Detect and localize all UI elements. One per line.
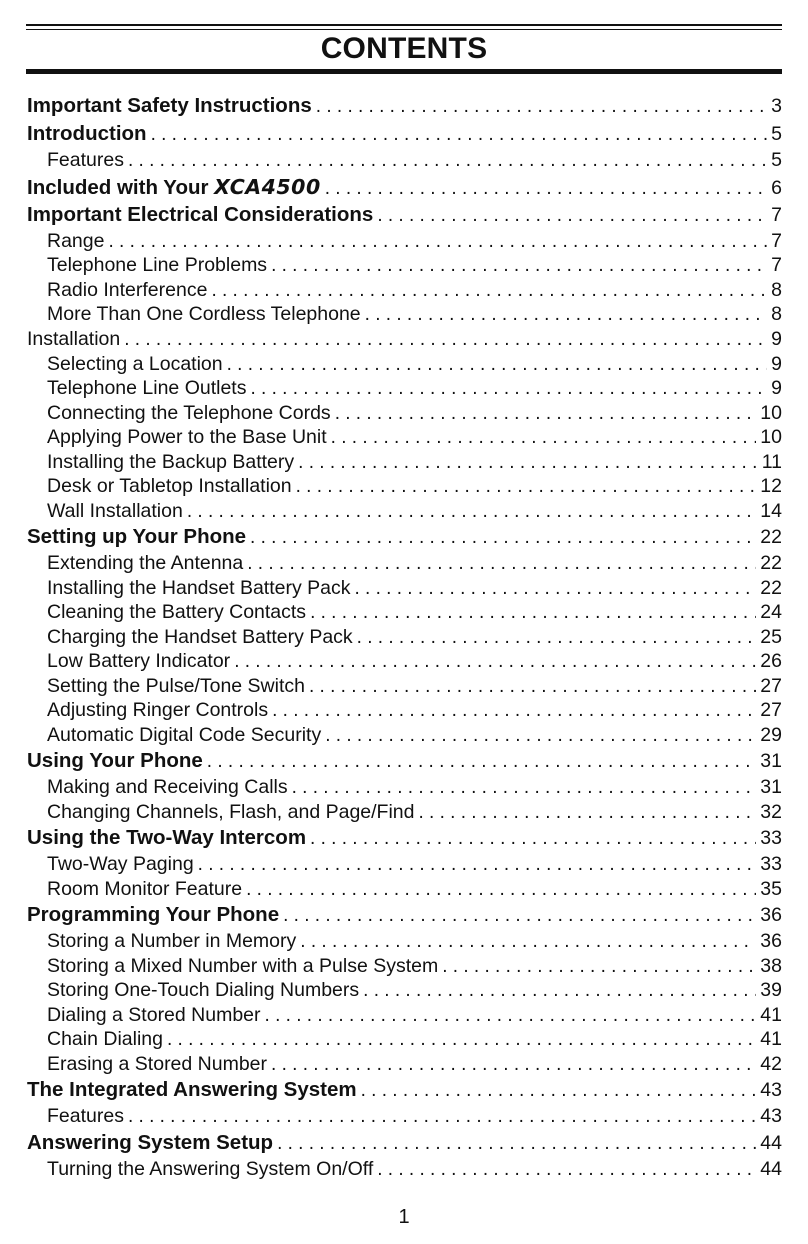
dot-leader bbox=[124, 149, 767, 173]
dot-leader bbox=[267, 1053, 756, 1077]
toc-entry-label bbox=[27, 824, 306, 852]
toc-entry-page: 41 bbox=[760, 1028, 782, 1050]
toc-entry bbox=[27, 450, 782, 475]
toc-entry-page: 41 bbox=[760, 1003, 782, 1026]
toc-entry bbox=[27, 1052, 782, 1077]
toc-entry-title: Automatic Digital Code Security bbox=[47, 723, 322, 746]
toc-entry-page: 9 bbox=[771, 377, 782, 399]
toc-entry-label bbox=[47, 775, 288, 800]
dot-leader bbox=[353, 626, 757, 650]
dot-leader bbox=[273, 1130, 756, 1157]
toc-entry-page: 9 bbox=[771, 327, 782, 350]
toc-entry-label bbox=[47, 600, 306, 625]
toc-entry-title: Features bbox=[47, 1105, 124, 1127]
toc-entry bbox=[27, 1027, 782, 1052]
toc-entry-page: 33 bbox=[760, 853, 782, 875]
toc-entry-label bbox=[27, 1076, 357, 1104]
toc-entry-page: 6 bbox=[771, 176, 782, 199]
toc-entry-page: 44 bbox=[760, 1131, 782, 1154]
toc-entry-page: 35 bbox=[760, 877, 782, 900]
toc-entry bbox=[27, 425, 782, 450]
toc-entry bbox=[27, 148, 782, 173]
dot-leader bbox=[242, 878, 756, 902]
toc-entry-title: Dialing a Stored Number bbox=[47, 1003, 261, 1026]
toc-entry bbox=[27, 747, 782, 775]
toc-entry-label bbox=[47, 1003, 261, 1028]
toc-entry-page: 5 bbox=[771, 149, 782, 171]
toc-entry-model-name: XCA4500 bbox=[214, 174, 321, 199]
dot-leader bbox=[243, 552, 756, 576]
toc-entry-label bbox=[47, 954, 438, 979]
toc-entry-page: 31 bbox=[760, 776, 782, 798]
toc-entry-title: Two-Way Paging bbox=[47, 853, 194, 875]
toc-entry bbox=[27, 978, 782, 1003]
toc-entry-label bbox=[47, 450, 294, 475]
toc-entry-title: Features bbox=[47, 149, 124, 171]
dot-leader bbox=[321, 175, 767, 201]
toc-entry-title: Using Your Phone bbox=[27, 749, 203, 772]
toc-entry-page: 7 bbox=[771, 203, 782, 226]
dot-leader bbox=[203, 748, 757, 775]
toc-entry bbox=[27, 474, 782, 499]
toc-entry-page: 14 bbox=[760, 499, 782, 522]
toc-entry-page: 39 bbox=[760, 979, 782, 1001]
toc-entry-label bbox=[27, 173, 321, 201]
toc-entry bbox=[27, 201, 782, 229]
toc-entry bbox=[27, 824, 782, 852]
toc-entry bbox=[27, 723, 782, 748]
toc-entry-title: Installation bbox=[27, 327, 121, 350]
title-bottom-rule bbox=[26, 69, 782, 74]
dot-leader bbox=[261, 1004, 757, 1028]
toc-entry-title: Installing the Backup Battery bbox=[47, 450, 295, 473]
page-title: CONTENTS bbox=[320, 32, 488, 65]
toc-entry-title: Desk or Tabletop Installation bbox=[47, 475, 292, 497]
toc-entry-page: 32 bbox=[760, 800, 782, 823]
toc-entry bbox=[27, 674, 782, 699]
dot-leader bbox=[359, 979, 756, 1003]
dot-leader bbox=[124, 1105, 756, 1129]
toc-entry-page: 33 bbox=[760, 827, 782, 849]
dot-leader bbox=[147, 121, 768, 148]
dot-leader bbox=[104, 230, 767, 254]
toc-entry-page: 22 bbox=[760, 576, 782, 599]
toc-entry-label bbox=[27, 523, 246, 551]
toc-entry-page: 8 bbox=[771, 303, 782, 325]
toc-entry-page: 10 bbox=[760, 401, 782, 424]
toc-entry-title: Installing the Handset Battery Pack bbox=[47, 576, 351, 599]
toc-entry-label bbox=[47, 253, 267, 278]
toc-entry bbox=[27, 600, 782, 625]
toc-entry-label bbox=[47, 302, 361, 327]
dot-leader bbox=[296, 930, 756, 954]
toc-entry bbox=[27, 253, 782, 278]
toc-entry-page: 10 bbox=[760, 426, 782, 448]
toc-entry-label bbox=[47, 698, 268, 723]
toc-entry-page: 11 bbox=[761, 450, 782, 473]
toc-entry-label bbox=[47, 1027, 163, 1052]
toc-entry-title: Telephone Line Problems bbox=[47, 254, 268, 276]
toc-entry-title: Charging the Handset Battery Pack bbox=[47, 625, 353, 648]
dot-leader bbox=[207, 279, 767, 303]
toc-entry-label bbox=[47, 1104, 124, 1129]
toc-entry-title: Erasing a Stored Number bbox=[47, 1052, 268, 1075]
dot-leader bbox=[415, 801, 757, 825]
page-number: 1 bbox=[398, 1206, 410, 1228]
toc-entry-label bbox=[47, 352, 223, 377]
toc-entry bbox=[27, 92, 782, 120]
toc-entry-label bbox=[47, 852, 194, 877]
toc-entry-title: Adjusting Ringer Controls bbox=[47, 699, 269, 721]
toc-entry-title: Making and Receiving Calls bbox=[47, 776, 288, 798]
dot-leader bbox=[267, 254, 767, 278]
toc-entry-label bbox=[47, 474, 292, 499]
toc-entry bbox=[27, 302, 782, 327]
toc-entry bbox=[27, 523, 782, 551]
toc-entry bbox=[27, 499, 782, 524]
toc-entry bbox=[27, 1104, 782, 1129]
table-of-contents bbox=[27, 92, 782, 1181]
toc-entry-title: Low Battery Indicator bbox=[47, 650, 231, 672]
toc-entry-page: 27 bbox=[760, 699, 782, 721]
toc-entry-label bbox=[47, 499, 183, 524]
toc-entry bbox=[27, 352, 782, 377]
dot-leader bbox=[183, 500, 756, 524]
toc-entry-page: 26 bbox=[760, 650, 782, 672]
dot-leader bbox=[331, 402, 757, 426]
toc-entry-page: 44 bbox=[760, 1157, 782, 1180]
toc-entry bbox=[27, 800, 782, 825]
toc-entry-title: Setting the Pulse/Tone Switch bbox=[47, 674, 305, 697]
toc-entry-label bbox=[47, 649, 230, 674]
toc-entry bbox=[27, 649, 782, 674]
dot-leader bbox=[288, 776, 757, 800]
toc-entry-title: Introduction bbox=[27, 122, 147, 145]
dot-leader bbox=[373, 202, 767, 229]
title-top-rule bbox=[26, 24, 782, 26]
toc-entry-title: Answering System Setup bbox=[27, 1130, 274, 1154]
toc-entry bbox=[27, 775, 782, 800]
toc-entry-label bbox=[47, 576, 351, 601]
toc-entry-label bbox=[47, 625, 353, 650]
toc-entry-title: Important Safety Instructions bbox=[27, 94, 312, 117]
toc-entry-title: Storing a Number in Memory bbox=[47, 930, 297, 952]
toc-entry-page: 22 bbox=[760, 526, 782, 548]
toc-entry-label bbox=[27, 120, 147, 148]
toc-entry-page: 3 bbox=[771, 95, 782, 117]
toc-entry-page: 29 bbox=[760, 723, 782, 746]
toc-entry-page: 42 bbox=[760, 1052, 782, 1075]
toc-entry-label bbox=[47, 278, 207, 303]
toc-entry-title: Storing One-Touch Dialing Numbers bbox=[47, 979, 360, 1001]
dot-leader bbox=[194, 853, 757, 877]
toc-entry-title: Connecting the Telephone Cords bbox=[47, 401, 331, 424]
toc-entry-title: Extending the Antenna bbox=[47, 552, 244, 574]
toc-entry bbox=[27, 954, 782, 979]
toc-entry bbox=[27, 229, 782, 254]
toc-entry bbox=[27, 327, 782, 352]
toc-entry-page: 36 bbox=[760, 930, 782, 952]
dot-leader bbox=[279, 902, 756, 929]
toc-entry-page: 12 bbox=[760, 475, 782, 497]
dot-leader bbox=[312, 93, 767, 120]
toc-entry-label bbox=[47, 978, 359, 1003]
toc-entry-title: Changing Channels, Flash, and Page/Find bbox=[47, 800, 415, 823]
dot-leader bbox=[305, 675, 756, 699]
toc-entry bbox=[27, 401, 782, 426]
dot-leader bbox=[357, 1077, 757, 1104]
toc-entry-label bbox=[47, 229, 104, 254]
dot-leader bbox=[294, 451, 758, 475]
toc-entry-label bbox=[47, 376, 246, 401]
toc-entry-title: Applying Power to the Base Unit bbox=[47, 426, 327, 448]
toc-entry-title: The Integrated Answering System bbox=[27, 1078, 357, 1101]
dot-leader bbox=[292, 475, 757, 499]
toc-entry-label bbox=[47, 929, 296, 954]
toc-entry-title: Included with Your bbox=[27, 175, 209, 199]
toc-entry-page: 38 bbox=[760, 954, 782, 977]
toc-entry-label bbox=[27, 747, 203, 775]
toc-entry-page: 43 bbox=[760, 1105, 782, 1127]
dot-leader bbox=[268, 699, 756, 723]
toc-entry-label bbox=[27, 201, 373, 229]
dot-leader bbox=[163, 1028, 756, 1052]
toc-entry-title: Selecting a Location bbox=[47, 352, 223, 375]
toc-entry-title: Wall Installation bbox=[47, 499, 183, 522]
toc-entry-page: 36 bbox=[760, 904, 782, 926]
toc-entry-title: Radio Interference bbox=[47, 278, 208, 301]
toc-entry-label bbox=[27, 1129, 273, 1157]
toc-entry-label bbox=[47, 1052, 267, 1077]
toc-entry-page: 7 bbox=[771, 229, 782, 252]
toc-entry-title: Storing a Mixed Number with a Pulse System bbox=[47, 954, 439, 977]
dot-leader bbox=[223, 353, 768, 377]
dot-leader bbox=[361, 303, 768, 327]
toc-entry bbox=[27, 551, 782, 576]
toc-entry-page: 31 bbox=[760, 750, 782, 772]
toc-entry-title: Using the Two-Way Intercom bbox=[27, 826, 307, 849]
toc-entry bbox=[27, 120, 782, 148]
toc-entry-title: Range bbox=[47, 229, 105, 252]
toc-entry-page: 8 bbox=[771, 278, 782, 301]
toc-entry-title: Important Electrical Considerations bbox=[27, 202, 374, 226]
toc-entry bbox=[27, 852, 782, 877]
toc-entry bbox=[27, 1157, 782, 1182]
dot-leader bbox=[438, 955, 756, 979]
toc-entry bbox=[27, 278, 782, 303]
dot-leader bbox=[321, 724, 756, 748]
toc-entry bbox=[27, 901, 782, 929]
dot-leader bbox=[120, 327, 767, 352]
toc-entry-page: 9 bbox=[771, 352, 782, 375]
toc-entry-label bbox=[47, 877, 242, 902]
toc-entry-page: 22 bbox=[760, 552, 782, 574]
toc-entry-page: 25 bbox=[760, 625, 782, 648]
dot-leader bbox=[246, 377, 767, 401]
toc-entry-page: 24 bbox=[760, 601, 782, 623]
toc-entry-page: 27 bbox=[760, 674, 782, 697]
toc-entry-title: More Than One Cordless Telephone bbox=[47, 303, 361, 325]
dot-leader bbox=[327, 426, 757, 450]
toc-entry-label bbox=[27, 327, 120, 352]
toc-entry bbox=[27, 698, 782, 723]
dot-leader bbox=[373, 1158, 756, 1182]
dot-leader bbox=[306, 825, 756, 852]
toc-entry bbox=[27, 376, 782, 401]
toc-entry-label bbox=[47, 148, 124, 173]
toc-entry bbox=[27, 929, 782, 954]
toc-entry-title: Cleaning the Battery Contacts bbox=[47, 601, 307, 623]
toc-entry-title: Chain Dialing bbox=[47, 1028, 163, 1050]
toc-entry-page: 5 bbox=[771, 123, 782, 145]
toc-entry bbox=[27, 877, 782, 902]
dot-leader bbox=[351, 577, 757, 601]
toc-entry-title: Programming Your Phone bbox=[27, 903, 280, 926]
toc-entry bbox=[27, 1076, 782, 1104]
toc-entry-label bbox=[47, 401, 331, 426]
toc-entry bbox=[27, 576, 782, 601]
toc-entry-title: Telephone Line Outlets bbox=[47, 377, 247, 399]
toc-entry bbox=[27, 1003, 782, 1028]
toc-entry-label bbox=[47, 723, 321, 748]
toc-entry bbox=[27, 173, 782, 201]
toc-entry-label bbox=[47, 425, 327, 450]
toc-entry-title: Turning the Answering System On/Off bbox=[47, 1157, 374, 1180]
dot-leader bbox=[306, 601, 756, 625]
toc-entry-page: 43 bbox=[760, 1079, 782, 1101]
toc-entry-label bbox=[47, 674, 305, 699]
dot-leader bbox=[230, 650, 756, 674]
toc-entry-label bbox=[27, 92, 312, 120]
toc-entry bbox=[27, 625, 782, 650]
dot-leader bbox=[246, 524, 756, 551]
toc-entry-label bbox=[47, 1157, 373, 1182]
toc-entry-label bbox=[27, 901, 279, 929]
toc-entry-title: Room Monitor Feature bbox=[47, 877, 243, 900]
toc-entry-label bbox=[47, 551, 243, 576]
toc-entry bbox=[27, 1129, 782, 1157]
toc-entry-title: Setting up Your Phone bbox=[27, 525, 247, 548]
toc-entry-page: 7 bbox=[771, 254, 782, 276]
toc-entry-label bbox=[47, 800, 415, 825]
